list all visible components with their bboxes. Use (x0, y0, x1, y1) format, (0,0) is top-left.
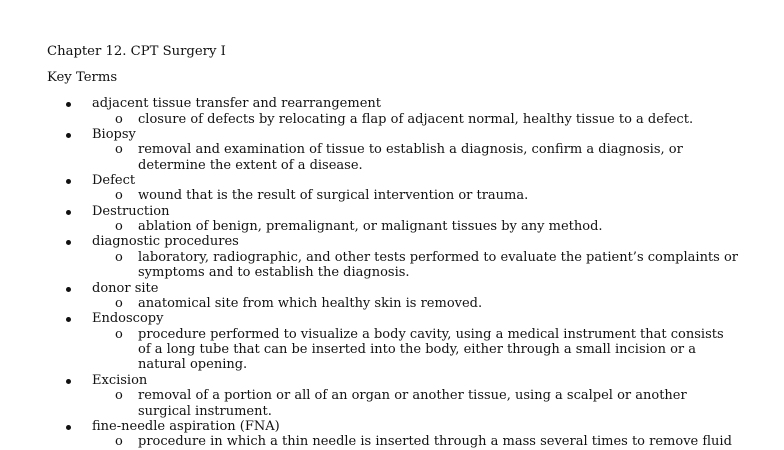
term-row (0, 204, 784, 220)
term-label: Excision (92, 372, 148, 388)
bullet-icon (66, 179, 71, 184)
list-item (0, 127, 784, 173)
term-definition: procedure in which a thin needle is inserted through a mass several times to remove fluid (138, 434, 732, 450)
definition-row (0, 142, 784, 173)
term-definition: laboratory, radiographic, and other tests performed to evaluate the patient’s complaints or symptoms and to establish the diagnosis. (138, 249, 739, 281)
term-row (0, 281, 784, 297)
section-heading: Key Terms (47, 70, 118, 85)
term-row (0, 173, 784, 189)
term-definition: removal and examination of tissue to establish a diagnosis, confirm a diagnosis, or determine the extent of a disease. (138, 142, 683, 173)
sub-bullet-icon: o (115, 388, 123, 404)
term-label: diagnostic procedures (92, 234, 239, 250)
sub-bullet-icon: o (115, 111, 123, 127)
term-definition: anatomical site from which healthy skin is removed. (138, 296, 483, 312)
bullet-icon (66, 287, 71, 292)
bullet-icon (66, 240, 71, 245)
definition-row (0, 219, 784, 234)
bullet-icon (66, 210, 71, 215)
key-terms-list (0, 96, 784, 450)
bullet-icon (66, 425, 71, 430)
term-label: fine-needle aspiration (FNA) (92, 418, 280, 434)
term-row (0, 234, 784, 250)
term-label: Defect (92, 172, 136, 188)
list-item (0, 311, 784, 372)
definition-row (0, 112, 784, 127)
term-label: Biopsy (92, 126, 136, 142)
definition-row (0, 296, 784, 311)
list-item (0, 234, 784, 280)
term-definition: wound that is the result of surgical intervention or trauma. (138, 188, 529, 204)
term-definition: ablation of benign, premalignant, or malignant tissues by any method. (138, 219, 603, 235)
term-definition: removal of a portion or all of an organ or another tissue, using a scalpel or another surgical instrument. (138, 388, 687, 419)
definition-row (0, 388, 784, 419)
list-item (0, 204, 784, 235)
list-item (0, 281, 784, 312)
sub-bullet-icon: o (115, 434, 123, 450)
bullet-icon (66, 133, 71, 138)
list-item (0, 173, 784, 204)
term-row (0, 127, 784, 143)
sub-bullet-icon: o (115, 188, 123, 204)
list-item (0, 419, 784, 450)
bullet-icon (66, 317, 71, 322)
sub-bullet-icon: o (115, 326, 123, 342)
term-label: adjacent tissue transfer and rearrangement (92, 96, 381, 111)
term-label: Endoscopy (92, 311, 164, 327)
term-label: donor site (92, 280, 159, 296)
sub-bullet-icon: o (115, 296, 123, 312)
term-label: Destruction (92, 203, 170, 219)
bullet-icon (66, 102, 71, 107)
term-row (0, 419, 784, 435)
list-item (0, 96, 784, 127)
term-definition: procedure performed to visualize a body cavity, using a medical instrument that consists of a long tube that can be inserted into the body, either through a small incision or a natural opening. (138, 326, 724, 373)
list-item (0, 373, 784, 419)
definition-row (0, 250, 784, 281)
sub-bullet-icon: o (115, 142, 123, 158)
definition-row (0, 434, 784, 449)
bullet-icon (66, 379, 71, 384)
term-row (0, 311, 784, 327)
term-definition: closure of defects by relocating a flap of adjacent normal, healthy tissue to a defect. (138, 111, 694, 127)
page-title: Chapter 12. CPT Surgery I (47, 44, 226, 59)
definition-row (0, 327, 784, 373)
sub-bullet-icon: o (115, 219, 123, 235)
term-row (0, 96, 784, 112)
sub-bullet-icon: o (115, 249, 123, 265)
term-row (0, 373, 784, 389)
definition-row (0, 188, 784, 203)
